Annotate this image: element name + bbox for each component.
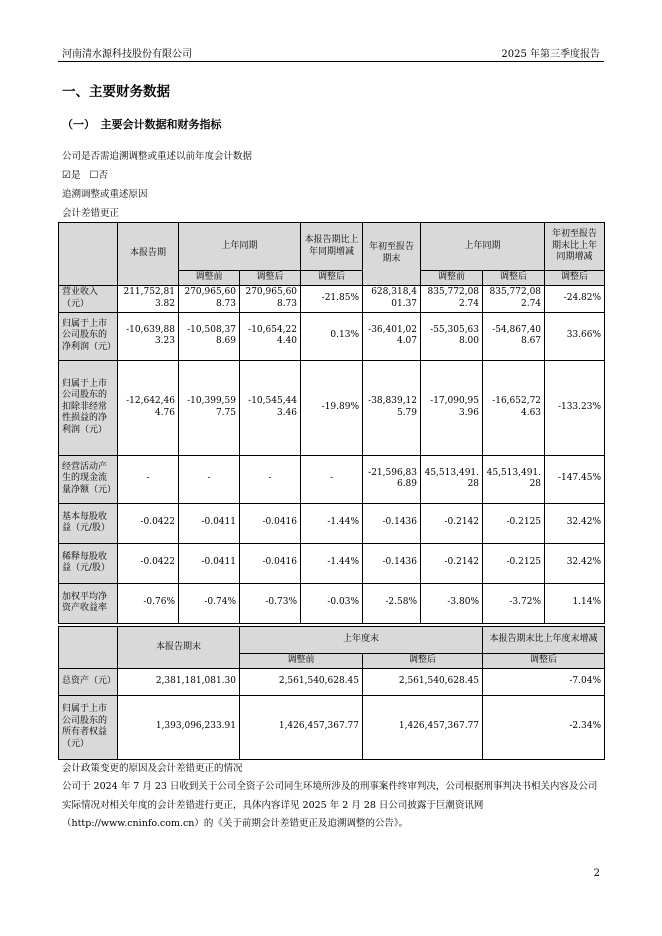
table-cell: -21.85% bbox=[301, 285, 363, 312]
yes-label: 是 bbox=[70, 170, 81, 181]
sub-before: 调整前 bbox=[179, 271, 240, 286]
col-ytd: 年初至报告期末 bbox=[363, 223, 421, 286]
row-label: 归属于上市公司股东的净利润（元） bbox=[59, 312, 118, 360]
table-cell: 45,513,491.28 bbox=[421, 455, 483, 503]
no-label: 否 bbox=[98, 170, 108, 181]
table-cell: -55,305,638.00 bbox=[421, 312, 483, 360]
table-row bbox=[59, 360, 605, 455]
table-cell: -19.89% bbox=[301, 360, 363, 455]
row-label: 营业收入（元） bbox=[59, 285, 118, 312]
row-label: 经营活动产生的现金流量净额（元） bbox=[59, 455, 118, 503]
table-cell: -0.03% bbox=[301, 583, 363, 623]
col-prev-period: 上年同期 bbox=[179, 223, 301, 271]
row-label: 归属于上市公司股东的所有者权益（元） bbox=[59, 695, 118, 759]
row-label: 稀释每股收益（元/股） bbox=[59, 543, 118, 583]
balance-table bbox=[58, 626, 605, 760]
table-cell: 32.42% bbox=[545, 503, 605, 543]
col-end-change: 本报告期末比上年度末增减 bbox=[483, 627, 605, 654]
corner-cell bbox=[59, 223, 118, 286]
table-cell: -0.2142 bbox=[421, 503, 483, 543]
table-cell: 211,752,813.82 bbox=[118, 285, 179, 312]
table-cell: -0.0422 bbox=[118, 503, 179, 543]
table-cell: 835,772,082.74 bbox=[483, 285, 545, 312]
table-cell: -0.0416 bbox=[240, 503, 301, 543]
table-cell: -0.0411 bbox=[179, 503, 240, 543]
table-cell: 270,965,608.73 bbox=[179, 285, 240, 312]
table-cell: 2,561,540,628.45 bbox=[240, 668, 363, 695]
table-cell: - bbox=[118, 455, 179, 503]
sub-after: 调整后 bbox=[240, 271, 301, 286]
table-cell: -0.1436 bbox=[363, 503, 421, 543]
corner-cell bbox=[59, 627, 118, 669]
unchecked-box-icon: ☐ bbox=[89, 170, 99, 181]
table-row bbox=[59, 695, 605, 759]
table-cell: -0.73% bbox=[240, 583, 301, 623]
checked-box-icon: ☑ bbox=[62, 170, 71, 181]
table-cell: -3.80% bbox=[421, 583, 483, 623]
table-cell: -2.34% bbox=[483, 695, 605, 759]
sub-change-after: 调整后 bbox=[301, 271, 363, 286]
table-cell: -0.0416 bbox=[240, 543, 301, 583]
table-cell: -38,839,125.79 bbox=[363, 360, 421, 455]
table-cell: - bbox=[301, 455, 363, 503]
table-cell: -54,867,408.67 bbox=[483, 312, 545, 360]
row-label: 归属于上市公司股东的扣除非经常性损益的净利润（元） bbox=[59, 360, 118, 455]
table-cell: - bbox=[179, 455, 240, 503]
sub-change-after: 调整后 bbox=[545, 271, 605, 286]
table-cell: 0.13% bbox=[301, 312, 363, 360]
table-cell: -36,401,024.07 bbox=[363, 312, 421, 360]
table-row bbox=[59, 583, 605, 623]
col-prev-year-end: 上年度末 bbox=[240, 627, 483, 654]
table-cell: -10,508,378.69 bbox=[179, 312, 240, 360]
subsection-title: （一） 主要会计数据和财务指标 bbox=[62, 118, 222, 131]
table-row bbox=[59, 668, 605, 695]
header-company: 河南清水源科技股份有限公司 bbox=[62, 49, 192, 60]
table-cell: 1.14% bbox=[545, 583, 605, 623]
table-cell: -10,639,883.23 bbox=[118, 312, 179, 360]
table-cell: -3.72% bbox=[483, 583, 545, 623]
table-cell: 2,381,181,081.30 bbox=[118, 668, 240, 695]
row-label: 总资产（元） bbox=[59, 668, 118, 695]
table-cell: 835,772,082.74 bbox=[421, 285, 483, 312]
financial-data-table bbox=[58, 222, 605, 624]
table-cell: -16,652,724.63 bbox=[483, 360, 545, 455]
table-cell: 32.42% bbox=[545, 543, 605, 583]
col-period-change: 本报告期比上年同期增减 bbox=[301, 223, 363, 271]
sub-after: 调整后 bbox=[363, 654, 483, 669]
table-cell: -1.44% bbox=[301, 503, 363, 543]
table-cell: -0.0411 bbox=[179, 543, 240, 583]
table-cell: 33.66% bbox=[545, 312, 605, 360]
table-cell: 1,426,457,367.77 bbox=[363, 695, 483, 759]
section-title: 一、主要财务数据 bbox=[62, 84, 170, 100]
sub-after: 调整后 bbox=[483, 271, 545, 286]
table-cell: -24.82% bbox=[545, 285, 605, 312]
table-cell: -0.2142 bbox=[421, 543, 483, 583]
table-cell: -1.44% bbox=[301, 543, 363, 583]
reason-label: 追溯调整或重述原因 bbox=[62, 189, 148, 200]
table-cell: -0.74% bbox=[179, 583, 240, 623]
table-row bbox=[59, 312, 605, 360]
table-cell: -10,654,224.40 bbox=[240, 312, 301, 360]
table-cell: 270,965,608.73 bbox=[240, 285, 301, 312]
sub-change-after: 调整后 bbox=[483, 654, 605, 669]
table-cell: -0.76% bbox=[118, 583, 179, 623]
table-cell: -2.58% bbox=[363, 583, 421, 623]
sub-before: 调整前 bbox=[240, 654, 363, 669]
table-row bbox=[59, 543, 605, 583]
note-body: 公司于 2024 年 7 月 23 日收到关于公司全资子公司同生环境所涉及的刑事案件终审判决，公司根据刑事判决书相关内容及公司实际情况对相关年度的会计差错进行更正，具体内容详见 2025 年 2 月 28 日公司披露于巨潮资讯网（http://www.cninfo.com.cn）的《关于前期会计差错更正及追溯调整的公告》。 bbox=[62, 781, 598, 829]
sub-before: 调整前 bbox=[421, 271, 483, 286]
table-cell: - bbox=[240, 455, 301, 503]
table-cell: 628,318,401.37 bbox=[363, 285, 421, 312]
table-cell: -21,596,836.89 bbox=[363, 455, 421, 503]
table-row bbox=[59, 285, 605, 312]
table-cell: -0.2125 bbox=[483, 543, 545, 583]
col-ytd-change: 年初至报告期末比上年同期增减 bbox=[545, 223, 605, 271]
header-divider bbox=[58, 61, 604, 62]
table-cell: -12,642,464.76 bbox=[118, 360, 179, 455]
table-cell: 1,393,096,233.91 bbox=[118, 695, 240, 759]
table-cell: -10,545,443.46 bbox=[240, 360, 301, 455]
row-label: 加权平均净资产收益率 bbox=[59, 583, 118, 623]
table-cell: -10,399,597.75 bbox=[179, 360, 240, 455]
col-current-period: 本报告期 bbox=[118, 223, 179, 286]
table-cell: -0.0422 bbox=[118, 543, 179, 583]
col-prev-ytd: 上年同期 bbox=[421, 223, 545, 271]
header-report-title: 2025 年第三季度报告 bbox=[501, 49, 600, 60]
table-cell: -7.04% bbox=[483, 668, 605, 695]
table-cell: -147.45% bbox=[545, 455, 605, 503]
table-cell: 2,561,540,628.45 bbox=[363, 668, 483, 695]
restatement-question: 公司是否需追溯调整或重述以前年度会计数据 bbox=[62, 151, 253, 162]
table-cell: 45,513,491.28 bbox=[483, 455, 545, 503]
table-row bbox=[59, 503, 605, 543]
table-cell: -17,090,953.96 bbox=[421, 360, 483, 455]
table-cell: -0.1436 bbox=[363, 543, 421, 583]
col-period-end: 本报告期末 bbox=[118, 627, 240, 669]
note-title: 会计政策变更的原因及会计差错更正的情况 bbox=[62, 763, 243, 774]
table-cell: 1,426,457,367.77 bbox=[240, 695, 363, 759]
reason-value: 会计差错更正 bbox=[62, 208, 120, 219]
table-cell: -133.23% bbox=[545, 360, 605, 455]
table-row bbox=[59, 455, 605, 503]
table-cell: -0.2125 bbox=[483, 503, 545, 543]
page-number: 2 bbox=[593, 868, 600, 879]
restatement-choice bbox=[62, 167, 108, 181]
row-label: 基本每股收益（元/股） bbox=[59, 503, 118, 543]
